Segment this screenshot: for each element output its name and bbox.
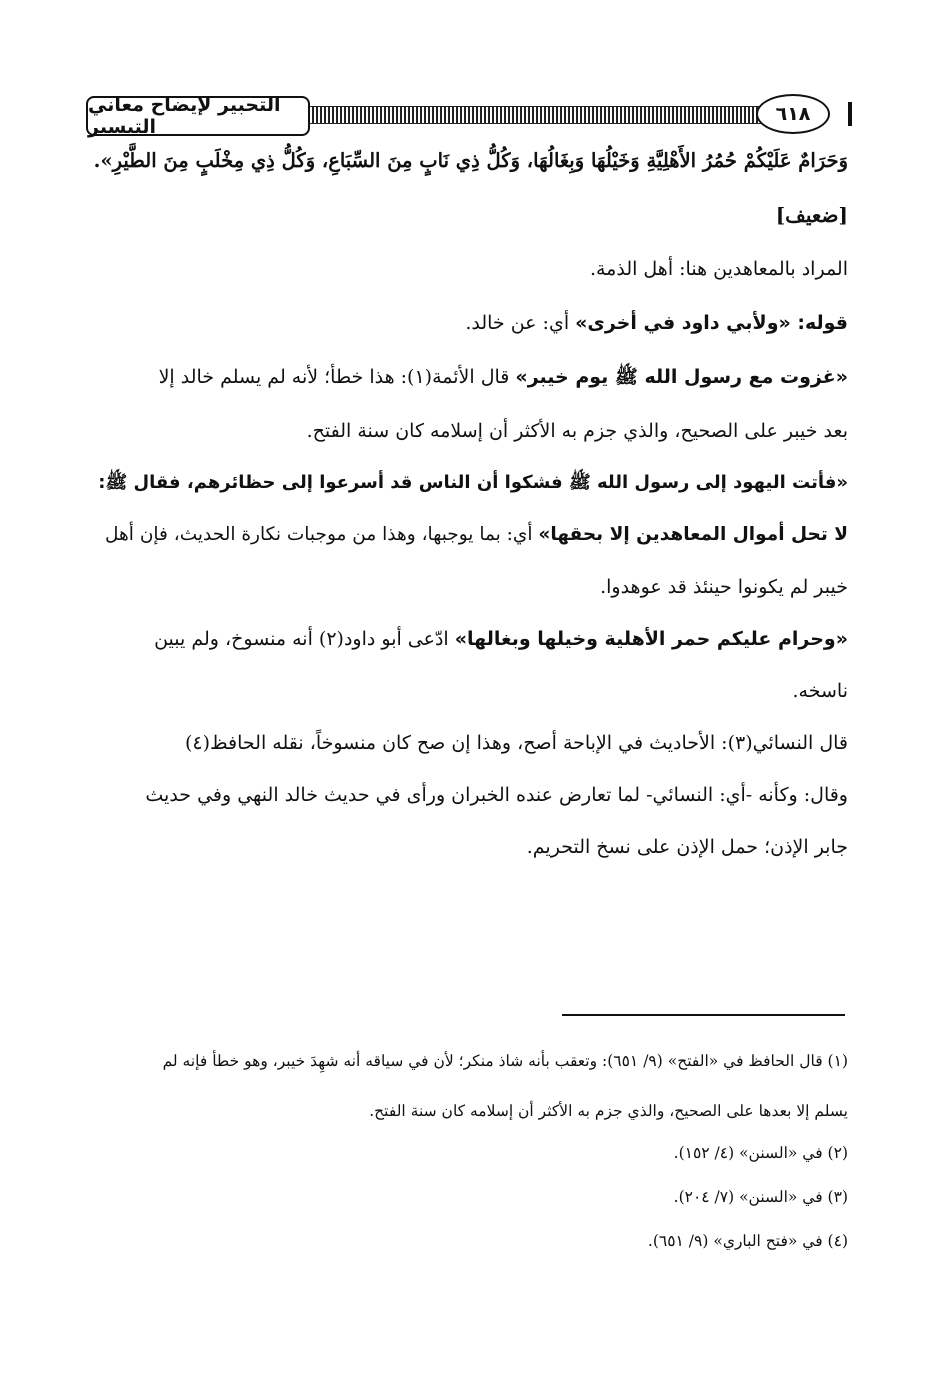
quoted-phrase: قوله: «ولأبي داود في أخرى» xyxy=(575,312,848,334)
footnote-3: (٣) في «السنن» (٧/ ٢٠٤). xyxy=(673,1188,848,1206)
quoted-phrase: «وحرام عليكم حمر الأهلية وخيلها وبغالها» xyxy=(454,628,848,650)
quoted-phrase: «غزوت مع رسول الله ﷺ يوم خيبر» xyxy=(515,366,848,388)
paragraph-6-line-1: قال النسائي(٣): الأحاديث في الإباحة أصح، وهذا إن صح كان منسوخاً، نقله الحافظ(٤) xyxy=(184,732,848,754)
page-number: ٦١٨ xyxy=(756,94,830,134)
hadith-text: وَحَرَامٌ عَلَيْكُمْ حُمُرُ الأَهْلِيَّةِ وَخَيْلُهَا وَبِغَالُهَا، وَكُلُّ ذِي نَابٍ مِنَ السِّبَاعِ، وَكُلُّ ذِي مِخْلَبٍ مِنَ الطَّيْرِ». xyxy=(93,149,848,172)
header-end-mark xyxy=(848,102,852,126)
paragraph-6-line-3: جابر الإذن؛ حمل الإذن على نسخ التحريم. xyxy=(526,836,848,858)
paragraph-4-line-3: خيبر لم يكونوا حينئذ قد عوهدوا. xyxy=(600,576,848,598)
commentary: أي: عن خالد. xyxy=(465,312,576,334)
commentary: أي: بما يوجبها، وهذا من موجبات نكارة الحديث، فإن أهل xyxy=(105,524,539,545)
paragraph-4-line-1: «فأتت اليهود إلى رسول الله ﷺ فشكوا أن الناس قد أسرعوا إلى حظائرهم، فقال ﷺ: xyxy=(98,472,848,493)
book-title: التحبير لإيضاح معاني التيسير xyxy=(86,96,310,136)
footnote-4: (٤) في «فتح الباري» (٩/ ٦٥١). xyxy=(647,1232,848,1250)
commentary: قال الأئمة(١): هذا خطأ؛ لأنه لم يسلم خالد إلا xyxy=(158,366,516,388)
footnote-1-line-1: (١) قال الحافظ في «الفتح» (٩/ ٦٥١): وتعقب بأنه شاذ منكر؛ لأن في سياقه أنه شهِدَ خيبر، وهو خطأ فإنه لم xyxy=(162,1052,848,1070)
page-header xyxy=(86,94,852,138)
commentary: ادّعى أبو داود(٢) أنه منسوخ، ولم يبين xyxy=(154,628,455,650)
paragraph-3-line-1 xyxy=(159,362,848,392)
paragraph-2 xyxy=(465,308,848,338)
quoted-phrase: لا تحل أموال المعاهدين إلا بحقها» xyxy=(538,524,848,545)
paragraph-5-line-2: ناسخه. xyxy=(792,680,848,702)
paragraph-3-line-2: بعد خيبر على الصحيح، والذي جزم به الأكثر أن إسلامه كان سنة الفتح. xyxy=(306,420,848,442)
grade-label: [ضعيف] xyxy=(775,203,848,227)
paragraph-1: المراد بالمعاهدين هنا: أهل الذمة. xyxy=(589,258,848,280)
footnote-1-line-2: يسلم إلا بعدها على الصحيح، والذي جزم به الأكثر أن إسلامه كان سنة الفتح. xyxy=(369,1102,848,1120)
paragraph-5-line-1 xyxy=(154,624,848,654)
paragraph-6-line-2: وقال: وكأنه -أي: النسائي- لما تعارض عنده الخبران ورأى في حديث خالد النهي وفي حديث xyxy=(145,784,848,806)
footnote-2: (٢) في «السنن» (٤/ ١٥٢). xyxy=(673,1144,848,1162)
paragraph-4-line-2 xyxy=(105,520,848,550)
header-ornament-bar xyxy=(308,106,762,124)
footnote-separator xyxy=(562,1014,845,1016)
